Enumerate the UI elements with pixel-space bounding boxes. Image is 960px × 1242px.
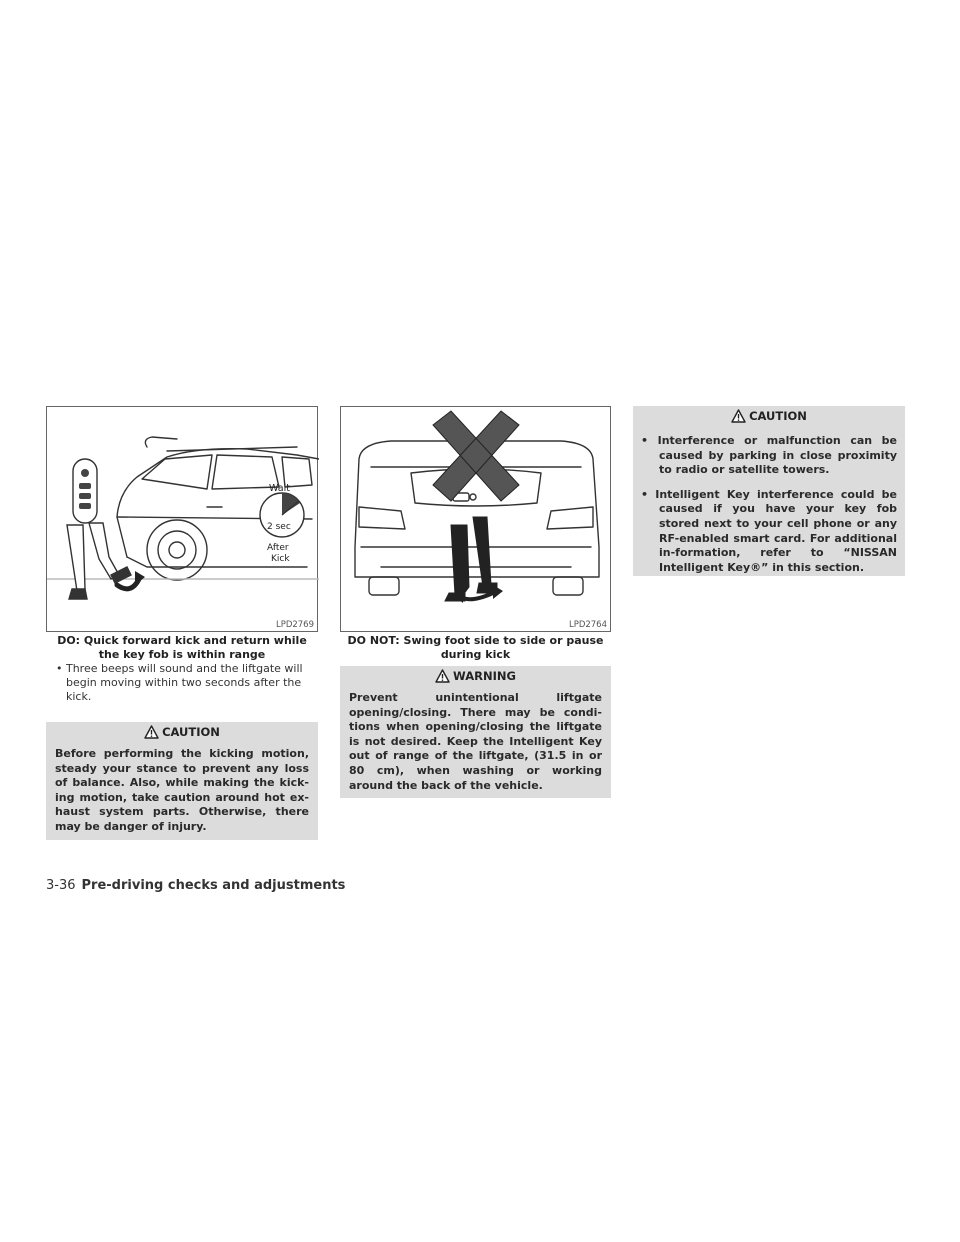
caution-box-right <box>633 406 905 576</box>
figure-caption: DO NOT: Swing foot side to side or pause during kick <box>347 634 604 661</box>
figure-code: LPD2769 <box>275 620 314 630</box>
vehicle-kick-illustration <box>47 407 319 633</box>
warning-header <box>340 666 611 686</box>
liftgate-rear-illustration <box>341 407 612 633</box>
caution-box-left <box>46 722 318 840</box>
prohibited-x-icon <box>433 411 519 501</box>
seconds-label: 2 sec <box>267 522 291 532</box>
key-fob-icon <box>73 459 97 523</box>
page-number: 3-36 <box>46 878 76 893</box>
caution-icon <box>144 725 159 739</box>
after-label: After <box>267 543 289 553</box>
figure-caption: DO: Quick forward kick and return while the key fob is within range <box>57 634 307 661</box>
section-title: Pre-driving checks and adjustments <box>81 878 346 893</box>
figure-do-kick <box>46 406 318 632</box>
caution-item-key-interference: • Intelligent Key interference could be caused if you have your key fob stored next to your cell phone or any RF-enabled smart card. For additional in-formation, refer to “NISSAN Intelligent Key®” in this section. <box>641 487 897 574</box>
caution-title: CAUTION <box>749 409 807 423</box>
wait-label: Wait <box>269 483 290 494</box>
caution-icon <box>731 409 746 423</box>
bullet-three-beeps: • Three beeps will sound and the liftgate will begin moving within two seconds after the kick. <box>56 662 303 703</box>
page-footer <box>46 878 345 893</box>
caution-text: Before performing the kicking motion, steady your stance to prevent any loss of balance. Also, while making the kick-ing motion, take caution around hot ex-haust system parts. Otherwise, there may be danger of injury. <box>55 747 309 833</box>
caution-header <box>46 722 318 742</box>
warning-box <box>340 666 611 798</box>
warning-icon <box>435 669 450 683</box>
caution-title: CAUTION <box>162 725 220 739</box>
warning-text: Prevent unintentional liftgate opening/closing. There may be condi-tions when opening/closing the liftgate is not desired. Keep the Intelligent Key out of range of the liftgate, (31.5 in or 80 cm), when washing or working around the back of the vehicle. <box>349 691 602 792</box>
caution-list <box>633 426 905 591</box>
warning-title: WARNING <box>453 669 516 683</box>
figure-code: LPD2764 <box>568 620 607 630</box>
kick-label: Kick <box>271 554 290 564</box>
figure-do-not-kick <box>340 406 611 632</box>
caution-item-radio-towers: • Interference or malfunction can be caused by parking in close proximity to radio or satellite towers. <box>641 434 897 477</box>
caution-header <box>633 406 905 426</box>
